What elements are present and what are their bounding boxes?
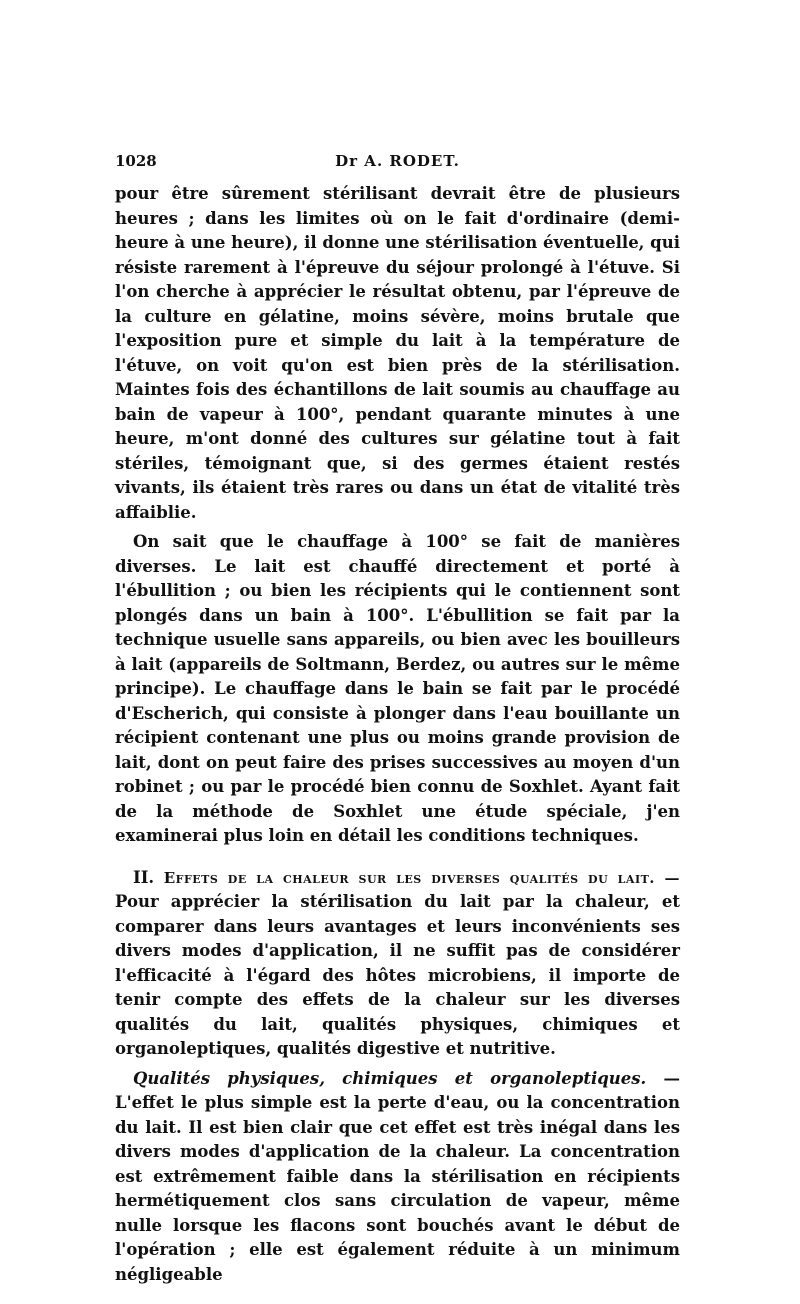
running-head: Dr A. RODET. <box>335 152 460 170</box>
page-header <box>115 152 680 174</box>
body-text <box>115 182 680 1287</box>
paragraph-physical-qualities <box>115 1067 680 1288</box>
section-number: II. <box>133 867 155 887</box>
paragraph-heating-methods: On sait que le chauffage à 100° se fait de manières diverses. Le lait est chauffé directement et porté à l'ébullition ; ou bien les récipients qui le contiennent sont plongés dans un bain à 100°. L'ébullition se fait par la technique usuelle sans appareils, ou bien avec les bouilleurs à lait (appareils de Soltmann, Berdez, ou autres sur le même principe). Le chauffage dans le bain se fait par le procédé d'Escherich, qui consiste à plonger dans l'eau bouillante un récipient contenant une plus ou moins grande provision de lait, dont on peut faire des prises successives au moyen d'un robinet ; ou par le procédé bien connu de Soxhlet. Ayant fait de la méthode de Soxhlet une étude spéciale, j'en examinerai plus loin en détail les conditions techniques. <box>115 532 680 845</box>
section-text: Pour apprécier la stérilisation du lait par la chaleur, et comparer dans leurs avantages et leurs inconvénients ses divers modes d'application, il ne suffit pas de considérer l'efficacité à l'égard des hôtes microbiens, il importe de tenir compte des effets de la chaleur sur les diverses qualités du lait, qualités physiques, chimiques et organoleptiques, qualités digestive et nutritive. <box>115 892 680 1058</box>
paragraph-continued: pour être sûrement stérilisant devrait être de plusieurs heures ; dans les limites où on le fait d'ordinaire (demi-heure à une heure), il donne une stérilisation éventuelle, qui résiste rarement à l'épreuve du séjour prolongé à l'étuve. Si l'on cherche à apprécier le résultat obtenu, par l'épreuve de la culture en gélatine, moins sévère, moins brutale que l'exposition pure et simple du lait à la température de l'étuve, on voit qu'on est bien près de la stérilisation. Maintes fois des échantillons de lait soumis au chauffage au bain de vapeur à 100°, pendant quarante minutes à une heure, m'ont donné des cultures sur gélatine tout à fait stériles, témoignant que, si des germes étaient restés vivants, ils étaient très rares ou dans un état de vitalité très affaiblie. <box>115 184 680 522</box>
subsection-heading: Qualités physiques, chimiques et organoleptiques. <box>133 1068 647 1088</box>
page-number: 1028 <box>115 152 157 170</box>
subsection-dash: — <box>646 1068 680 1088</box>
section-heading: Effets de la chaleur sur les diverses qualités du lait. — <box>163 868 680 887</box>
section-heat-effects <box>115 866 680 1062</box>
subsection-text: L'effet le plus simple est la perte d'eau, ou la concentration du lait. Il est bien clair que cet effet est très inégal dans les divers modes d'application de la chaleur. La concentration est extrêmement faible dans la stérilisation en récipients hermétiquement clos sans circulation de vapeur, même nulle lorsque les flacons sont bouchés avant le début de l'opération ; elle est également réduite à un minimum négligeable <box>115 1093 680 1284</box>
